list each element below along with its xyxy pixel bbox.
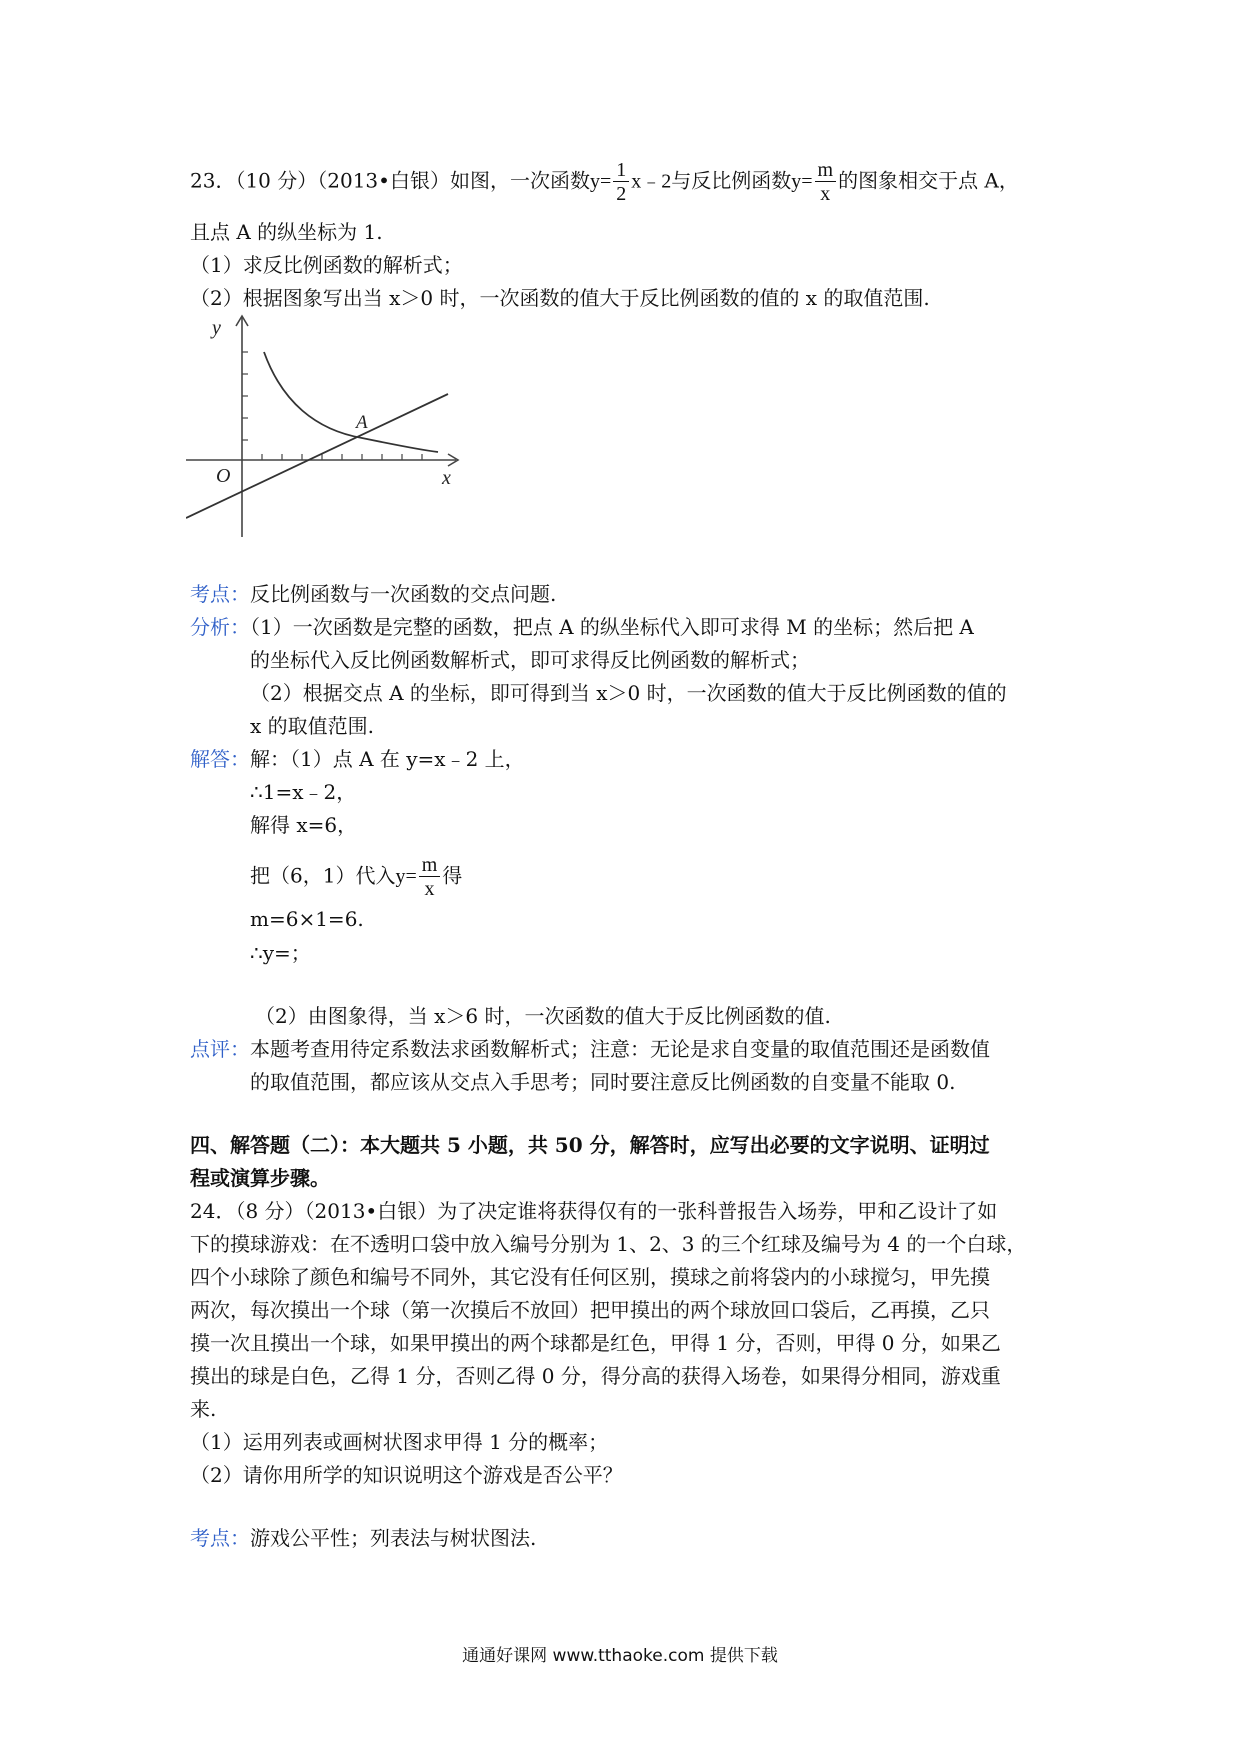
linear-equation-lhs: y=	[589, 170, 612, 193]
fraction-m-over-x-solution: $\frac{m}{x}$	[419, 855, 441, 899]
jieda-row-1: 解答：解：（1）点 A 在 y=x﹣2 上，	[190, 747, 525, 771]
q23-heading: 23．（10 分）（2013•白银）如图，一次函数y= $\frac{1}{2}$ x﹣2与反比例函数y= $\frac{m}{x}$ 的图象相交于点 A，	[190, 159, 1019, 205]
fraction-one-half: $\frac{1}{2}$	[613, 160, 629, 204]
fenxi-row-3: （2）根据交点 A 的坐标，即可得到当 x＞0 时，一次函数的值大于反比例函数的值的	[250, 681, 1007, 705]
jieda-row-7: （2）由图象得，当 x＞6 时，一次函数的值大于反比例函数的值.	[255, 1004, 831, 1028]
dianping-row-2: 的取值范围，都应该从交点入手思考；同时要注意反比例函数的自变量不能取 0.	[250, 1070, 956, 1094]
jieda-row-3: 解得 x=6，	[250, 813, 358, 837]
q24-kaodian-label: 考点：	[190, 1526, 250, 1550]
fenxi-row-2: 的坐标代入反比例函数解析式，即可求得反比例函数的解析式；	[250, 648, 810, 672]
origin-label: O	[216, 465, 231, 487]
q24-line5: 摸一次且摸出一个球，如果甲摸出的两个球都是红色，甲得 1 分，否则，甲得 0 分，如果乙	[190, 1331, 1001, 1355]
q24-part2: （2）请你用所学的知识说明这个游戏是否公平？	[190, 1463, 623, 1487]
x-axis-label: x	[442, 467, 451, 489]
section4-heading-line1: 四、解答题（二）：本大题共 5 小题，共 50 分，解答时，应写出必要的文字说明、证明过	[190, 1133, 990, 1157]
q24-line2: 下的摸球游戏：在不透明口袋中放入编号分别为 1、2、3 的三个红球及编号为 4 的一个白球，	[190, 1232, 1027, 1256]
jieda-row-2: ∴1=x﹣2，	[250, 780, 357, 804]
linear-equation-rest: x﹣2	[631, 170, 672, 193]
y-axis-label: y	[212, 317, 221, 339]
q23-line2: 且点 A 的纵坐标为 1.	[190, 220, 383, 244]
fraction-m-over-x: $\frac{m}{x}$	[815, 160, 837, 204]
fenxi-label: 分析：	[190, 615, 250, 639]
kaodian-label: 考点：	[190, 582, 250, 606]
q23-part1: （1）求反比例函数的解析式；	[190, 253, 463, 277]
q24-line6: 摸出的球是白色，乙得 1 分，否则乙得 0 分，得分高的获得入场卷，如果得分相同，游戏重	[190, 1364, 1001, 1388]
kaodian-text: 反比例函数与一次函数的交点问题.	[250, 582, 557, 606]
inverse-equation-lhs: y=	[791, 170, 813, 193]
footer-credit: 通通好课网 www.tthaoke.com 提供下载	[462, 1646, 778, 1666]
q24-part1: （1）运用列表或画树状图求甲得 1 分的概率；	[190, 1430, 609, 1454]
fenxi-row-1: 分析：（1）一次函数是完整的函数，把点 A 的纵坐标代入即可求得 M 的坐标；然后把 A	[190, 615, 974, 639]
section4-heading-line2: 程或演算步骤。	[190, 1166, 330, 1190]
q24-line4: 两次，每次摸出一个球（第一次摸后不放回）把甲摸出的两个球放回口袋后，乙再摸，乙只	[190, 1298, 990, 1322]
q24-kaodian-row: 考点：游戏公平性；列表法与树状图法.	[190, 1526, 537, 1550]
linear-function-line	[186, 394, 448, 518]
jieda-row-5: m=6×1=6.	[250, 907, 364, 931]
dianping-label: 点评：	[190, 1037, 250, 1061]
function-graph	[186, 312, 466, 542]
jieda-row-4: 把（6，1）代入y= $\frac{m}{x}$ 得	[250, 854, 463, 900]
q24-line1: 24．（8 分）（2013•白银）为了决定谁将获得仅有的一张科普报告入场券，甲和乙设计了如	[190, 1199, 998, 1223]
jieda-row-6: ∴y=；	[250, 941, 311, 965]
q23-part2: （2）根据图象写出当 x＞0 时，一次函数的值大于反比例函数的值的 x 的取值范围.	[190, 286, 930, 310]
dianping-row-1: 点评：本题考查用待定系数法求函数解析式；注意：无论是求自变量的取值范围还是函数值	[190, 1037, 990, 1061]
fenxi-row-4: x 的取值范围.	[250, 714, 374, 738]
point-a-label: A	[356, 412, 368, 433]
kaodian-row	[190, 581, 556, 607]
jieda-label: 解答：	[190, 747, 250, 771]
q24-line3: 四个小球除了颜色和编号不同外，其它没有任何区别，摸球之前将袋内的小球搅匀，甲先摸	[190, 1265, 990, 1289]
q24-line7: 来.	[190, 1397, 217, 1421]
inverse-function-curve	[264, 352, 438, 452]
